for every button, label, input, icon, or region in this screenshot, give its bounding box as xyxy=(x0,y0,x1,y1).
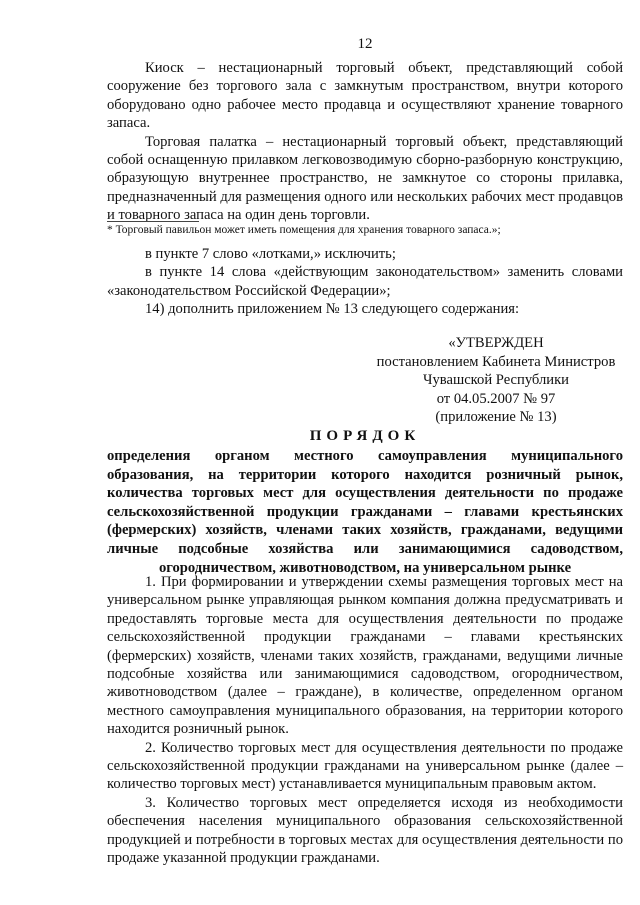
approval-line: «УТВЕРЖДЕН xyxy=(448,335,544,351)
footnote-divider xyxy=(107,221,199,222)
approval-line: постановлением Кабинета Министров xyxy=(376,353,616,370)
rule-item-3: 3. Количество торговых мест определяется исходя из необходимости обеспечения населения муниципального образования сельскохозяйственной продукцией и потребности в торговых местах для осуществления деятельности по продаже указанной продукции гражданами. xyxy=(107,794,623,867)
tent-definition: Торговая палатка – нестационарный торговый объект, представляющий собой оснащенную прилавком легковозводимую сборно-разборную конструкцию, образующую внутреннее пространство, не замкнутое со стороны прилавка, предназначенный для размещения одного или нескольких рабочих мест продавцов и товарного запаса на один день торговли. xyxy=(107,133,623,224)
document-title: ПОРЯДОК xyxy=(309,428,421,444)
rule-item-1: 1. При формировании и утверждении схемы размещения торговых мест на универсальном рынке управляющая рынком компания должна предусматривать и предоставлять торговые места для осуществления деятельности по продаже сельскохозяйственной продукции гражданами – главами крестьянских (фермерских) хозяйств, членами таких хозяйств, гражданами, ведущими личные подсобные хозяйства или занимающимися садоводством, огородничеством, животноводством (далее – граждане), в количестве, определенном органом местного самоуправления муниципального образования, на территории которого находится розничный рынок. xyxy=(107,574,623,738)
amendment-item-7: в пункте 7 слово «лотками,» исключить; xyxy=(145,246,396,262)
page-number: 12 xyxy=(357,36,373,52)
approval-line: Чувашской Республики xyxy=(423,372,569,389)
approval-line: (приложение № 13) xyxy=(435,409,557,426)
amendment-item-14: в пункте 14 слова «действующим законодательством» заменить словами «законодательством Российской Федерации»; xyxy=(107,264,623,299)
definitions-block xyxy=(107,59,623,225)
rule-item-2: 2. Количество торговых мест для осуществления деятельности по продаже сельскохозяйственной продукции гражданами на универсальном рынке (далее – количество торговых мест) устанавливается муниципальным правовым актом. xyxy=(107,739,623,793)
rules-block xyxy=(107,573,623,868)
kiosk-definition: Киоск – нестационарный торговый объект, представляющий собой сооружение без торгового зала с замкнутым пространством, внутри которого оборудовано одно рабочее место продавца и осуществляют хранение товарного запаса. xyxy=(107,60,623,132)
footnote: * Торговый павильон может иметь помещения для хранения товарного запаса.»; xyxy=(107,224,501,236)
approval-stamp xyxy=(369,334,623,427)
document-subtitle: определения органом местного самоуправления муниципального образования, на территории которого находится розничный рынок, количества торговых мест для осуществления деятельности по продаже сельскохозяйственной продукции гражданами – главами крестьянских (фермерских) хозяйств, членами таких хозяйств, гражданами, ведущими личные подсобные хозяйства или занимающимися садоводством, огородничеством, животноводством, на универсальном рынке xyxy=(107,448,623,576)
amendment-appendix-13: 14) дополнить приложением № 13 следующего содержания: xyxy=(145,301,520,318)
amendments-block xyxy=(107,245,623,319)
approval-line: от 04.05.2007 № 97 xyxy=(436,390,556,407)
